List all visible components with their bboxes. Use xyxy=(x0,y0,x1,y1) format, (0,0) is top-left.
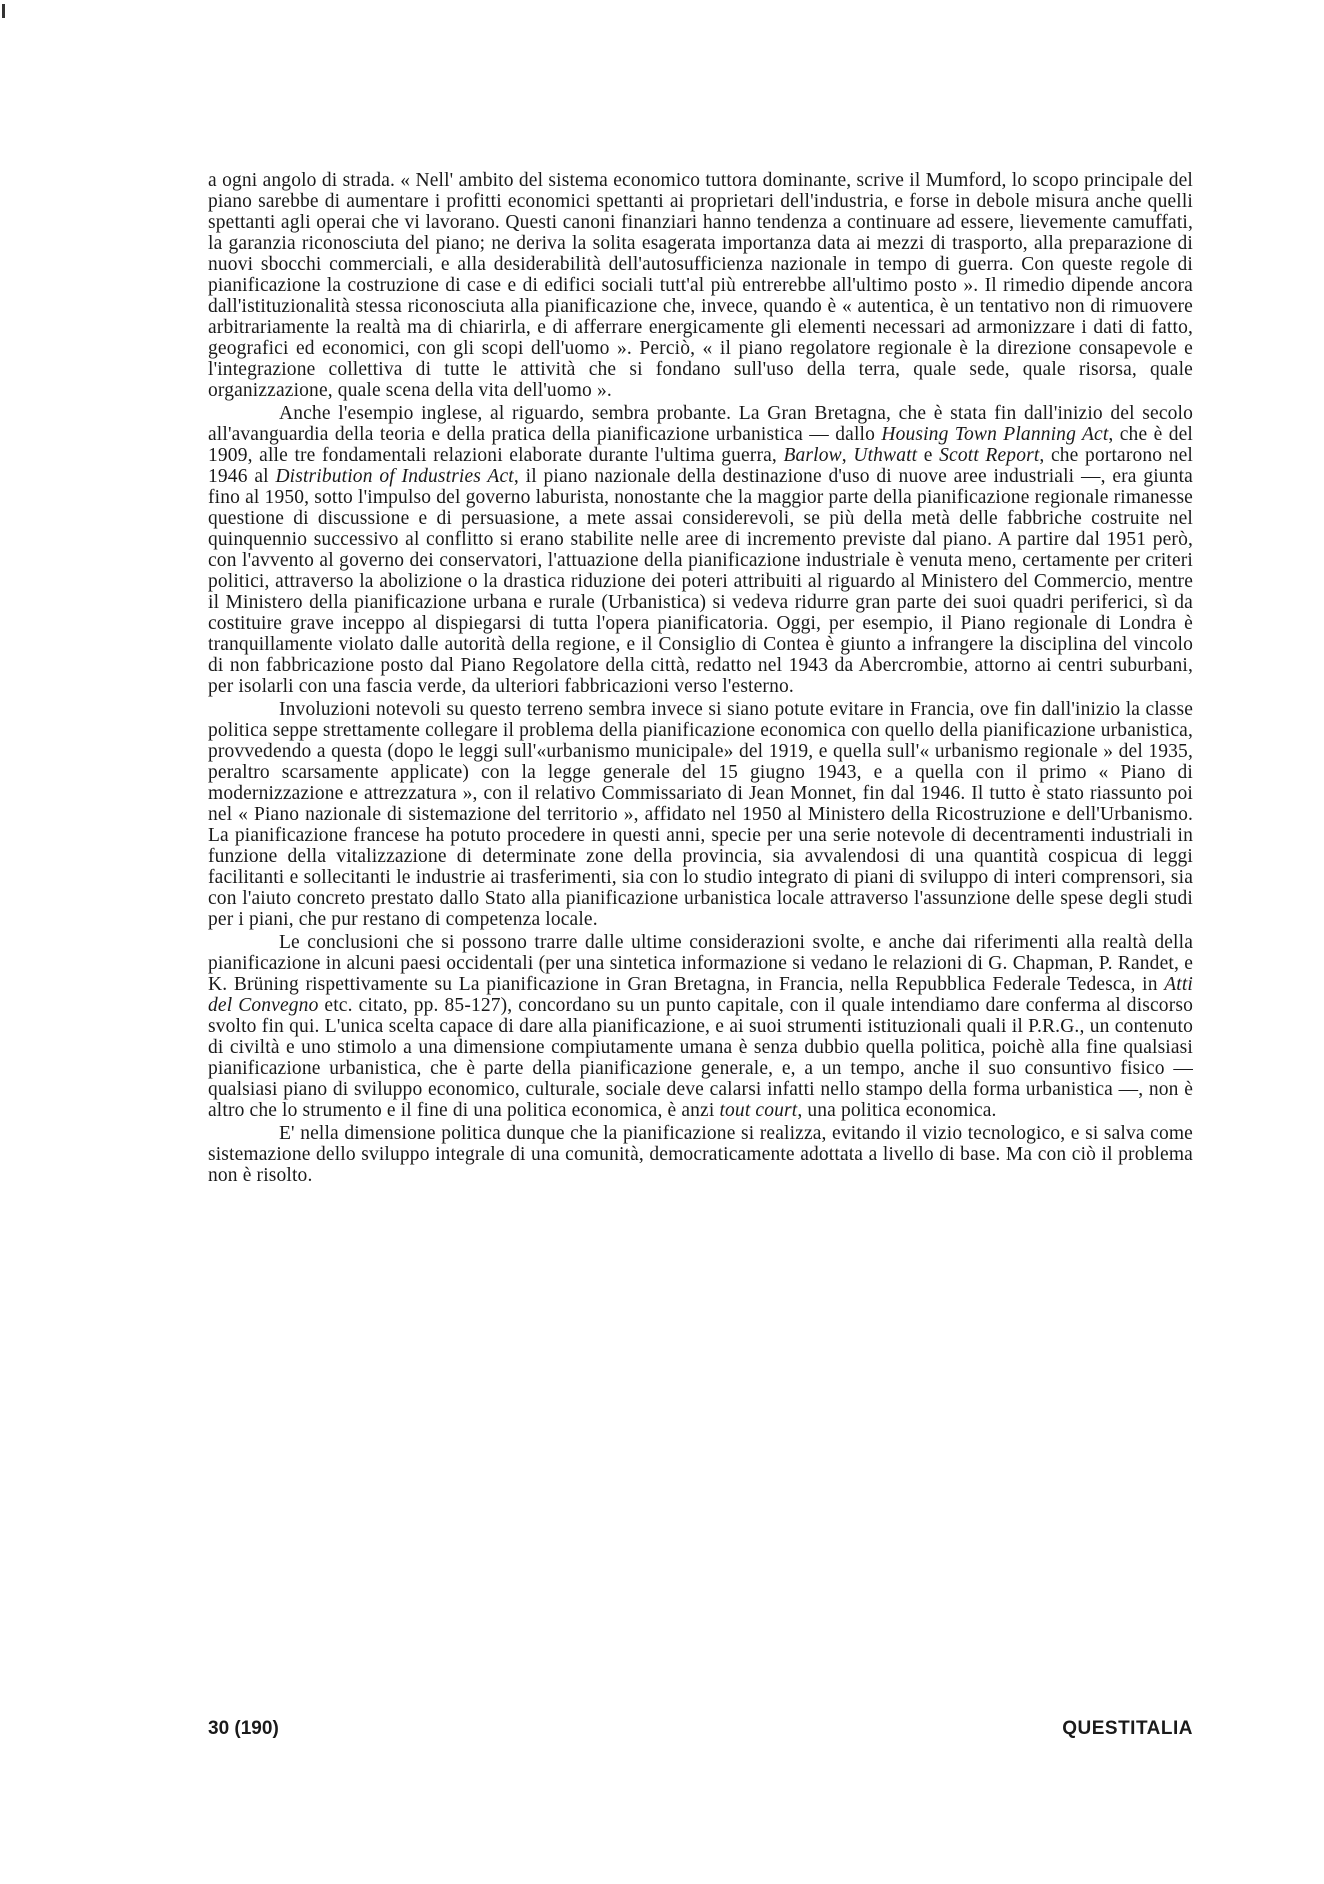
text-run: Anche l'esempio inglese, al riguardo, sembra probante. La Gran Bretagna, che è stata fin dall'inizio del secolo all'avanguardia della teoria e della pratica della pianificazione urbanistica — dallo xyxy=(208,403,1193,445)
text-run: , che portarono nel 1946 al xyxy=(208,445,1193,487)
italic-title: Scott Report xyxy=(939,445,1040,466)
article-body xyxy=(208,170,1193,1186)
text-run: Le conclusioni che si possono trarre dalle ultime considerazioni svolte, e anche dai riferimenti alla realtà della pianificazione in alcuni paesi occidentali (per una sintetica informazione si vedano le relazioni di G. Chapman, P. Randet, e K. Brüning rispettivamente su La pianificazione in Gran Bretagna, in Francia, nella Repubblica Federale Tedesca, in xyxy=(208,932,1193,995)
text-run: etc. citato, pp. 85-127), concordano su un punto capitale, con il quale intendiamo dare conferma al discorso svolto fin qui. L'unica scelta capace di dare alla pianificazione, e ai suoi strumenti istituzionali quali il P.R.G., un contenuto di civiltà e uno stimolo a una dimensione compiutamente umana è senza dubbio quella politica, poichè alla fine qualsiasi pianificazione urbanistica, che è parte della pianificazione generale, e, a un tempo, anche il suo consuntivo fisico — qualsiasi piano di sviluppo economico, culturale, sociale deve calarsi infatti nello stampo della forma urbanistica —, non è altro che lo strumento e il fine di una politica economica, è anzi xyxy=(208,995,1193,1121)
italic-title: Uthwatt xyxy=(853,445,918,466)
scan-edge-mark xyxy=(2,4,5,18)
text-run: , che è del 1909, alle tre fondamentali relazioni elaborate durante l'ultima guerra, xyxy=(208,424,1193,466)
italic-title: Atti del Convegno xyxy=(208,974,1193,1016)
text-run: , il piano nazionale della destinazione d'uso di nuove aree industriali —, era giunta fino al 1950, sotto l'impulso del governo laburista, nonostante che la maggior parte della pianificazione regionale rimanesse questione di discussione e di persuasione, a mete assai considerevoli, se più della metà delle fabbriche costruite nel quinquennio successivo al conflitto si erano stabilite nelle aree di incremento previste dal piano. A partire dal 1951 però, con l'avvento al governo dei conservatori, l'attuazione della pianificazione industriale è venuta meno, certamente per criteri politici, attraverso la abolizione o la drastica riduzione dei poteri attribuiti al riguardo al Ministero del Commercio, mentre il Ministero della pianificazione urbana e rurale (Urbanistica) si vedeva ridurre gran parte dei suoi quadri periferici, sì da costituire grave inceppo al dispiegarsi di tutta l'opera pianificatoria. Oggi, per esempio, il Piano regionale di Londra è tranquillamente violato dalle autorità della regione, e il Consiglio di Contea è giunto a infrangere la disciplina del vincolo di non fabbricazione posto dal Piano Regolatore della città, redatto nel 1943 da Abercrombie, attorno ai centri suburbani, per isolarli con una fascia verde, da ulteriori fabbricazioni verso l'esterno. xyxy=(208,466,1193,697)
text-run: a ogni angolo di strada. « Nell' ambito del sistema economico tuttora dominante, scrive il Mumford, lo scopo principale del piano sarebbe di aumentare i profitti economici spettanti ai proprietari dell'industria, e forse in debole misura anche quelli spettanti agli operai che vi lavorano. Questi canoni finanziari hanno tendenza a continuare ad essere, lievemente camuffati, la garanzia riconosciuta del piano; ne deriva la solita esagerata importanza data ai mezzi di trasporto, alla preparazione di nuovi sbocchi commerciali, e alla desiderabilità dell'autosufficienza nazionale in tempo di guerra. Con queste regole di pianificazione la costruzione di case e di edifici sociali tutt'al più entrerebbe all'ultimo posto ». Il rimedio dipende ancora dall'istituzionalità stessa riconosciuta alla pianificazione che, invece, quando è « autentica, è un tentativo non di rimuovere arbitrariamente la realtà ma di chiarirla, e di afferrare energicamente gli elementi necessari ad armonizzare i dati di fatto, geografici ed economici, con gli scopi dell'uomo ». Perciò, « il piano regolatore regionale è la direzione consapevole e l'integrazione collettiva di tutte le attività che si fondano sull'uso della terra, quale sede, quale risorsa, quale organizzazione, quale scena della vita dell'uomo ». xyxy=(208,170,1193,401)
text-run: , xyxy=(841,445,854,466)
italic-phrase: tout court xyxy=(719,1100,798,1121)
paragraph-5 xyxy=(208,1123,1193,1186)
italic-title: Barlow xyxy=(783,445,842,466)
page-number: 30 (190) xyxy=(208,1718,279,1739)
paragraph-2 xyxy=(208,403,1193,697)
text-run: Involuzioni notevoli su questo terreno sembra invece si siano potute evitare in Francia, ove fin dall'inizio la classe politica seppe strettamente collegare il problema della pianificazione economica con quello della pianificazione urbanistica, provvedendo a questa (dopo le leggi sull'«urbanismo municipale» del 1919, e quella sull'« urbanismo regionale » del 1935, peraltro scarsamente applicate) con la legge generale del 15 giugno 1943, e a quella con il primo « Piano di modernizzazione e attrezzatura », con il relativo Commissariato di Jean Monnet, fin dal 1946. Il tutto è stato riassunto poi nel « Piano nazionale di sistemazione del territorio », affidato nel 1950 al Ministero della Ricostruzione e dell'Urbanismo. La pianificazione francese ha potuto procedere in questi anni, specie per una serie notevole di decentramenti industriali in funzione della vitalizzazione di determinate zone della provincia, sia avvalendosi di una quantità cospicua di leggi facilitanti e sollecitanti le industrie ai trasferimenti, sia con lo studio integrato di piani di sviluppo di interi comprensori, sia con l'aiuto concreto prestato dallo Stato alla pianificazione urbanistica locale attraverso l'assunzione delle spese degli studi per i piani, che pur restano di competenza locale. xyxy=(208,699,1193,930)
text-run: , una politica economica. xyxy=(797,1100,997,1121)
text-run: e xyxy=(917,445,940,466)
journal-name: QUESTITALIA xyxy=(1062,1718,1193,1739)
paragraph-3 xyxy=(208,699,1193,930)
page-footer xyxy=(208,1718,1193,1742)
paragraph-1 xyxy=(208,170,1193,401)
paragraph-4 xyxy=(208,932,1193,1121)
text-run: E' nella dimensione politica dunque che la pianificazione si realizza, evitando il vizio tecnologico, e si salva come sistemazione dello sviluppo integrale di una comunità, democraticamente adottata a livello di base. Ma con ciò il problema non è risolto. xyxy=(208,1123,1193,1186)
italic-title: Housing Town Planning Act xyxy=(881,424,1109,445)
italic-title: Distribution of Industries Act xyxy=(275,466,514,487)
